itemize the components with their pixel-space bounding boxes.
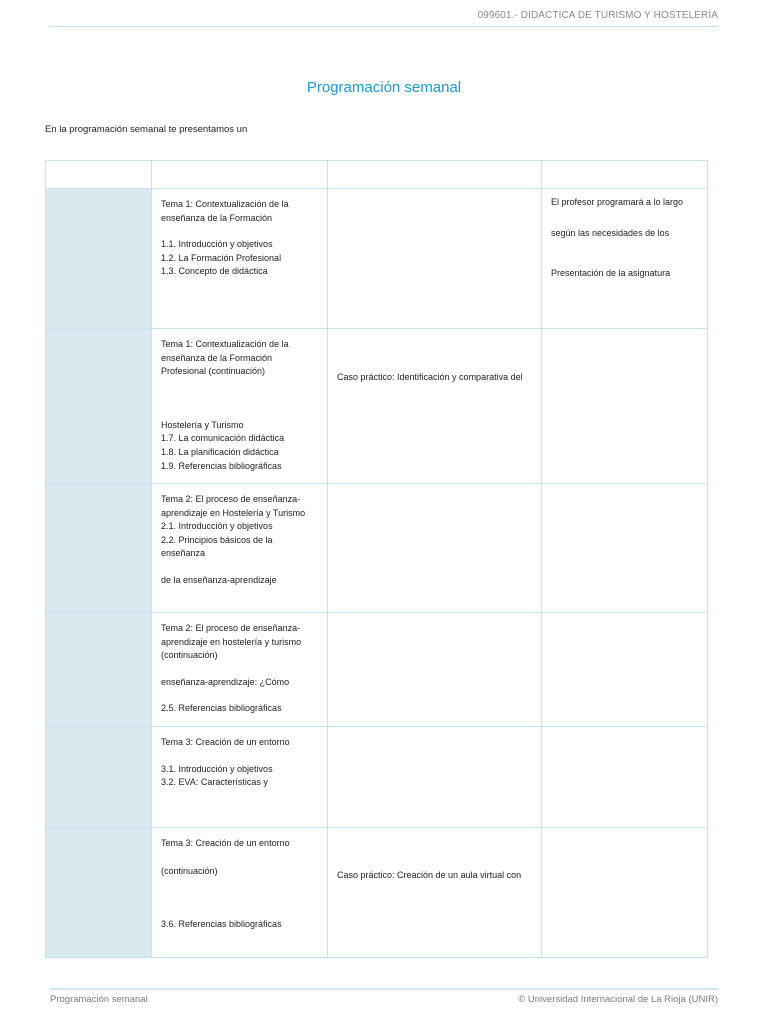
topic-item: Hostelería y Turismo	[161, 419, 244, 430]
notes-cell	[542, 828, 708, 958]
table-row	[46, 329, 708, 484]
notes-cell	[542, 329, 708, 484]
topic-item: 3.6. Referencias bibliográficas	[161, 919, 282, 930]
activity-text: Caso práctico: Identificación y comparativa del	[337, 372, 523, 382]
activity-cell	[328, 189, 542, 329]
week-cell	[46, 828, 152, 958]
header-divider	[50, 26, 718, 27]
activity-cell	[328, 828, 542, 958]
activity-cell	[328, 329, 542, 484]
activity-text: Caso práctico: Creación de un aula virtual con	[337, 870, 522, 880]
topic-heading-line: enseñanza de la Formación	[161, 212, 273, 223]
topic-heading-line: Tema 2: El proceso de enseñanza-	[161, 494, 301, 504]
page-title: Programación semanal	[306, 79, 462, 96]
table-header-row	[46, 161, 708, 189]
topic-heading-line: Tema 1: Contextualización de la	[161, 199, 289, 209]
notes-cell	[542, 484, 708, 613]
topic-cell	[152, 727, 328, 828]
topic-item: 1.9. Referencias bibliográficas	[161, 460, 282, 471]
table-row	[46, 484, 708, 613]
notes-line: según las necesidades de los	[551, 227, 670, 238]
topic-heading-line: aprendizaje en Hostelería y Turismo	[161, 507, 306, 518]
week-cell	[46, 484, 152, 613]
activity-cell	[328, 727, 542, 828]
footer-copyright: © Universidad Internacional de La Rioja (UNIR)	[518, 994, 718, 1005]
topic-item: 1.1. Introducción y objetivos	[161, 239, 273, 250]
notes-cell	[542, 189, 708, 329]
table-row	[46, 727, 708, 828]
notes-cell	[542, 613, 708, 727]
footer-section-title: Programación semanal	[50, 994, 148, 1005]
table-row	[46, 189, 708, 329]
topic-item: 1.2. La Formación Profesional	[161, 252, 282, 263]
topic-cell	[152, 329, 328, 484]
topic-cell	[152, 613, 328, 727]
week-cell	[46, 613, 152, 727]
topic-item: de la enseñanza-aprendizaje	[161, 574, 277, 585]
topic-heading-line: (continuación)	[161, 650, 218, 661]
topic-heading-line: enseñanza de la Formación	[161, 352, 273, 363]
header-cell-week	[46, 161, 152, 189]
notes-line: El profesor programará a lo largo	[551, 197, 684, 207]
table-row	[46, 613, 708, 727]
activity-cell	[328, 613, 542, 727]
topic-heading-line: 2.1. Introducción y objetivos	[161, 521, 273, 532]
activity-cell	[328, 484, 542, 613]
topic-cell	[152, 828, 328, 958]
topic-heading-line: Tema 2: El proceso de enseñanza-	[161, 623, 301, 633]
week-cell	[46, 727, 152, 828]
topic-item: (continuación)	[161, 865, 218, 876]
course-code: 099601.- DIDÁCTICA DE TURISMO Y HOSTELERÍA	[477, 10, 718, 21]
topic-heading-line: enseñanza	[161, 548, 206, 559]
header-cell-activity	[328, 161, 542, 189]
intro-text: En la programación semanal te presentamos un	[45, 124, 248, 135]
topic-item: enseñanza-aprendizaje: ¿Cómo	[161, 676, 290, 687]
topic-item: 2.5. Referencias bibliográficas	[161, 703, 282, 714]
topic-item: 1.3. Concepto de didáctica	[161, 266, 268, 277]
week-cell	[46, 189, 152, 329]
topic-heading-line: Profesional (continuación)	[161, 366, 266, 377]
topic-heading-line: Tema 3: Creación de un entorno	[161, 838, 290, 848]
topic-item: 1.8. La planificación didáctica	[161, 446, 279, 457]
topic-heading-line: 2.2. Principios básicos de la	[161, 534, 273, 545]
topic-heading-line: Tema 1: Contextualización de la	[161, 339, 289, 349]
table-row	[46, 828, 708, 958]
notes-cell	[542, 727, 708, 828]
week-cell	[46, 329, 152, 484]
notes-line: Presentación de la asignatura	[551, 268, 671, 279]
header-cell-notes	[542, 161, 708, 189]
footer-divider	[50, 988, 718, 990]
topic-cell	[152, 484, 328, 613]
topic-item: 3.1. Introducción y objetivos	[161, 763, 273, 774]
topic-cell	[152, 189, 328, 329]
weekly-schedule-table	[45, 160, 708, 958]
topic-item: 3.2. EVA: Características y	[161, 777, 268, 788]
topic-heading-line: aprendizaje en hostelería y turismo	[161, 636, 302, 647]
header-cell-topic	[152, 161, 328, 189]
topic-item: 1.7. La comunicación didáctica	[161, 433, 285, 444]
topic-heading-line: Tema 3: Creación de un entorno	[161, 737, 290, 747]
